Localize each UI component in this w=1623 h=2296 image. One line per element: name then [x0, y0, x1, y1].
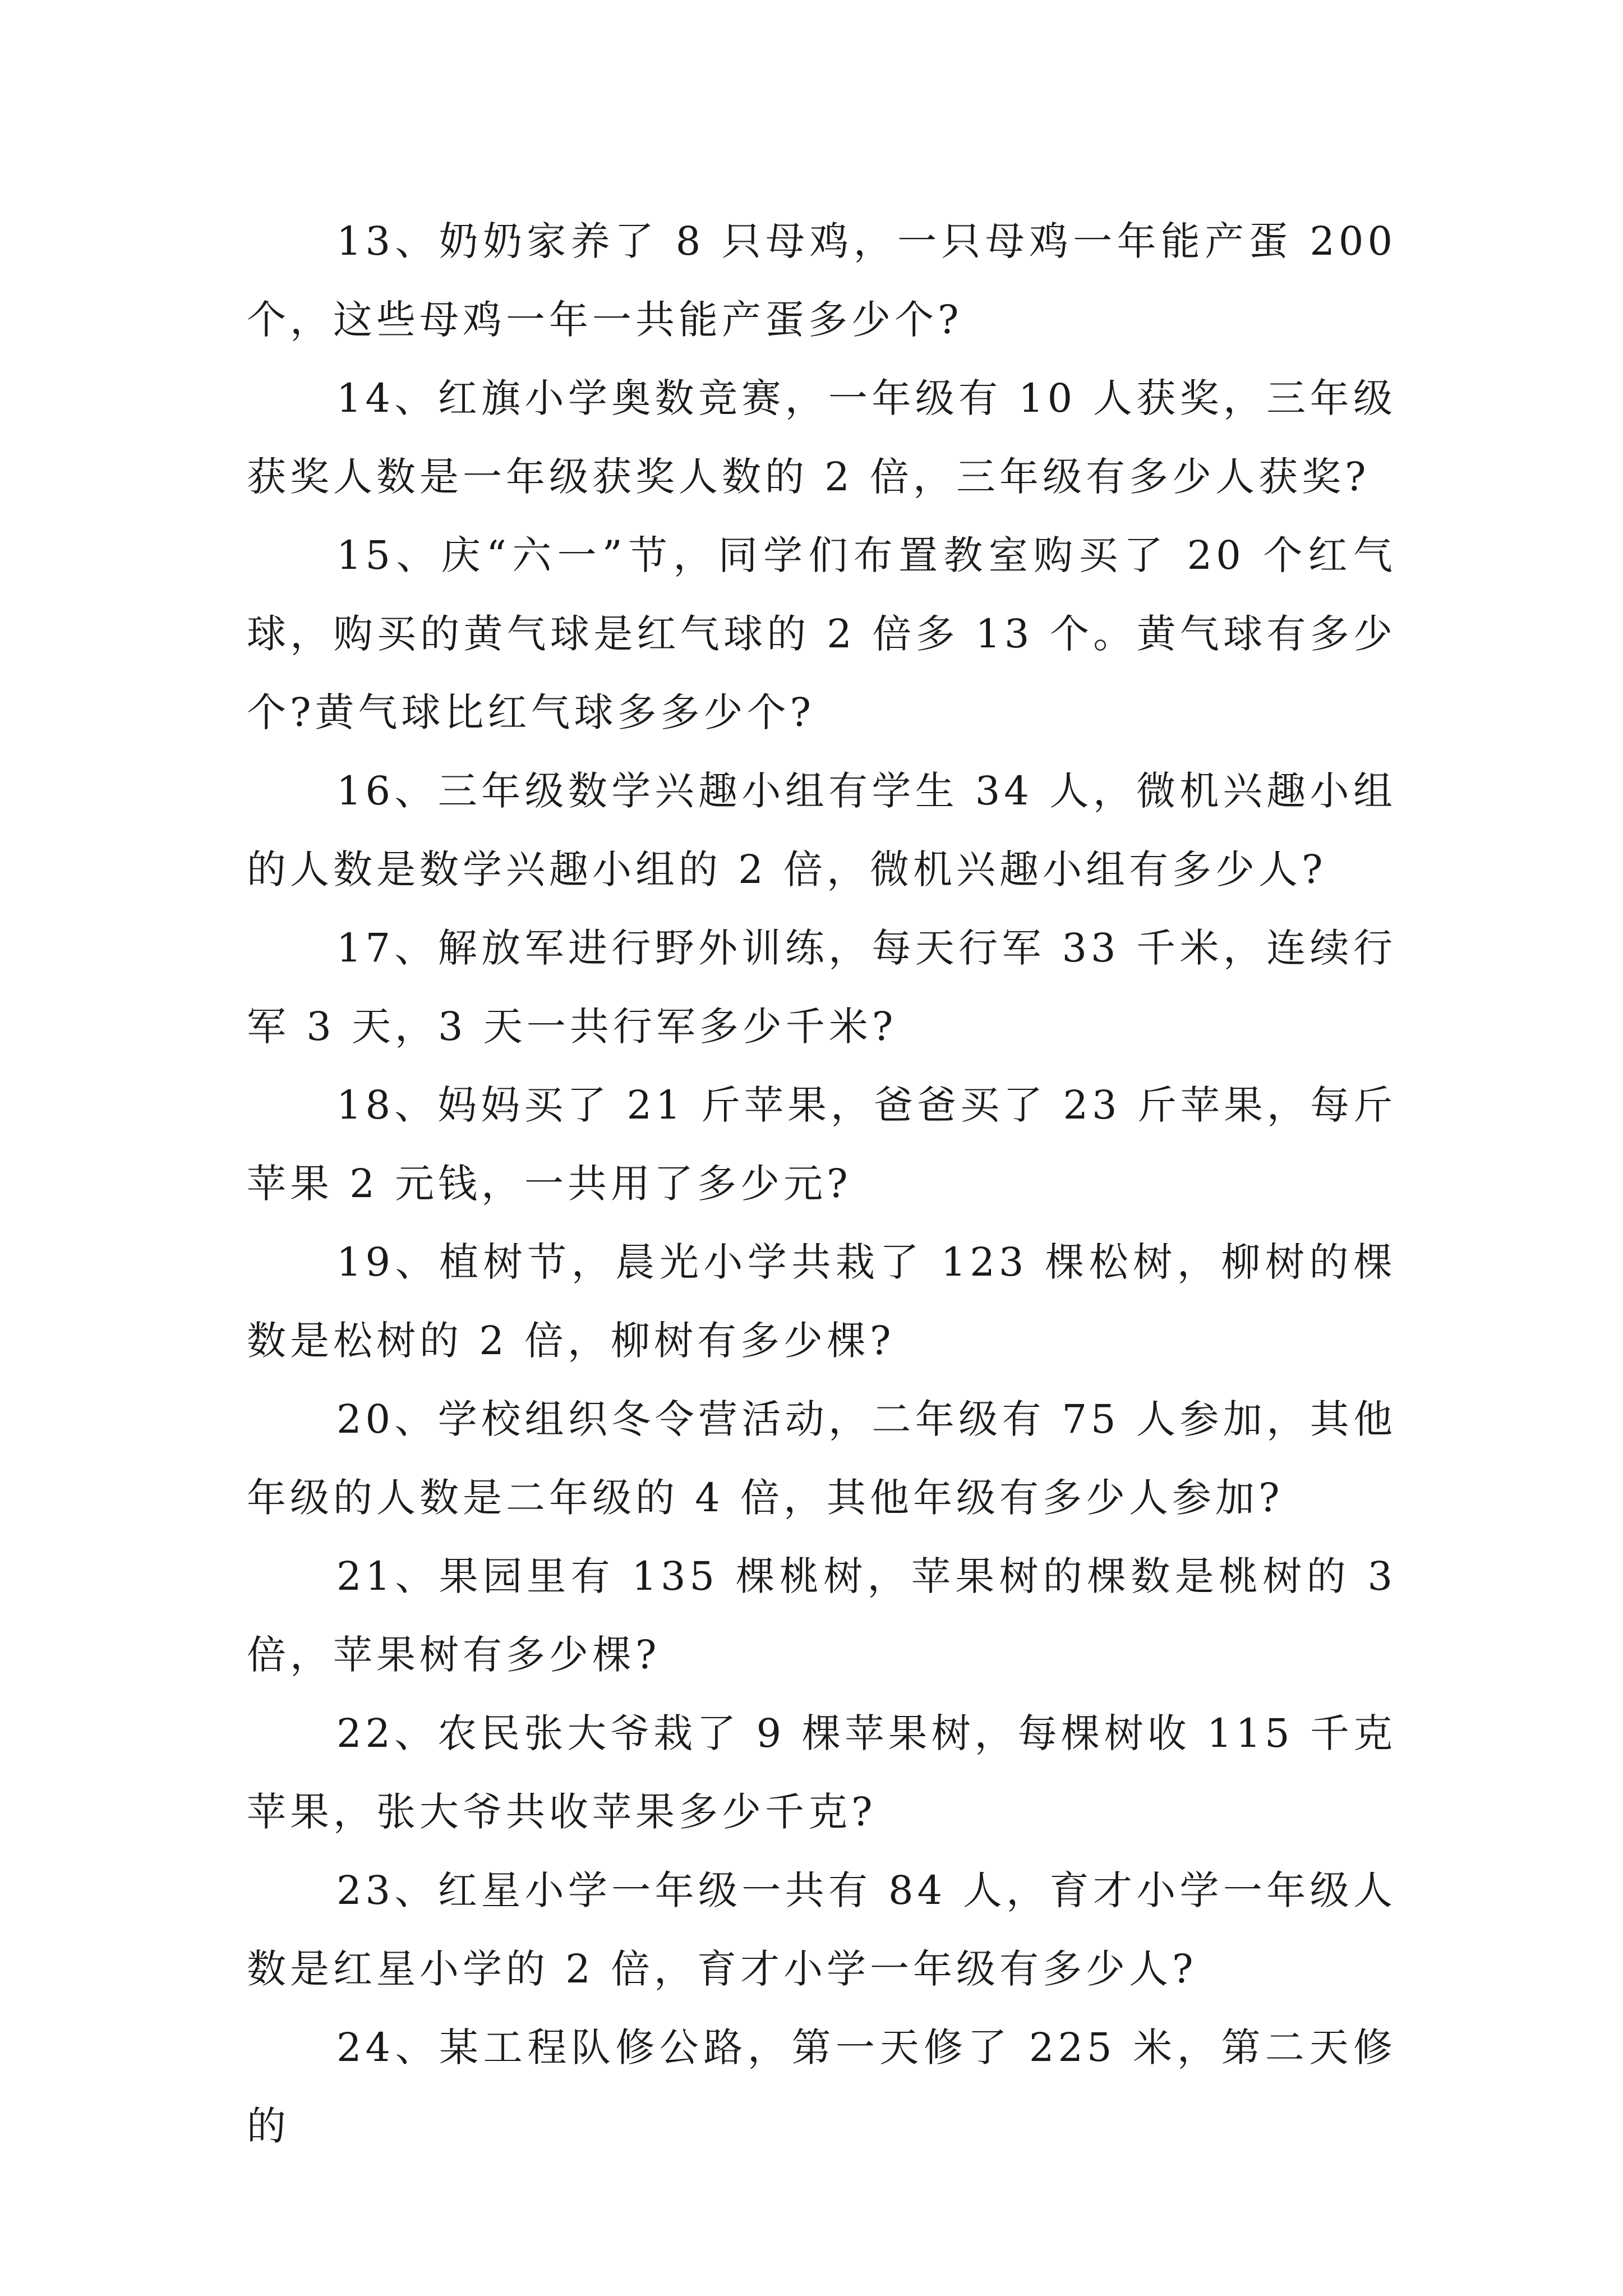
problem-22: 22、农民张大爷栽了 9 棵苹果树，每棵树收 115 千克苹果，张大爷共收苹果多少千克? — [247, 1710, 1396, 1835]
problem-19: 19、植树节，晨光小学共栽了 123 棵松树，柳树的棵数是松树的 2 倍，柳树有多少棵? — [247, 1239, 1396, 1364]
problem-17: 17、解放军进行野外训练，每天行军 33 千米，连续行军 3 天，3 天一共行军多少千米? — [247, 925, 1396, 1050]
problem-24: 24、某工程队修公路，第一天修了 225 米，第二天修的 — [247, 2024, 1396, 2149]
problem-20: 20、学校组织冬令营活动，二年级有 75 人参加，其他年级的人数是二年级的 4 倍，其他年级有多少人参加? — [247, 1396, 1396, 1521]
problem-14: 14、红旗小学奥数竞赛，一年级有 10 人获奖，三年级获奖人数是一年级获奖人数的 2 倍，三年级有多少人获奖? — [247, 375, 1396, 500]
problem-13: 13、奶奶家养了 8 只母鸡，一只母鸡一年能产蛋 200 个，这些母鸡一年一共能产蛋多少个? — [247, 218, 1396, 343]
problem-list — [247, 202, 1396, 2165]
problem-21: 21、果园里有 135 棵桃树，苹果树的棵数是桃树的 3 倍，苹果树有多少棵? — [247, 1553, 1396, 1678]
problem-18: 18、妈妈买了 21 斤苹果，爸爸买了 23 斤苹果，每斤苹果 2 元钱，一共用了多少元? — [247, 1082, 1396, 1207]
problem-16: 16、三年级数学兴趣小组有学生 34 人，微机兴趣小组的人数是数学兴趣小组的 2 倍，微机兴趣小组有多少人? — [247, 768, 1396, 892]
problem-23: 23、红星小学一年级一共有 84 人，育才小学一年级人数是红星小学的 2 倍，育才小学一年级有多少人? — [247, 1867, 1396, 1992]
problem-15: 15、庆“六一”节，同学们布置教室购买了 20 个红气球，购买的黄气球是红气球的 2 倍多 13 个。黄气球有多少个?黄气球比红气球多多少个? — [247, 532, 1396, 735]
